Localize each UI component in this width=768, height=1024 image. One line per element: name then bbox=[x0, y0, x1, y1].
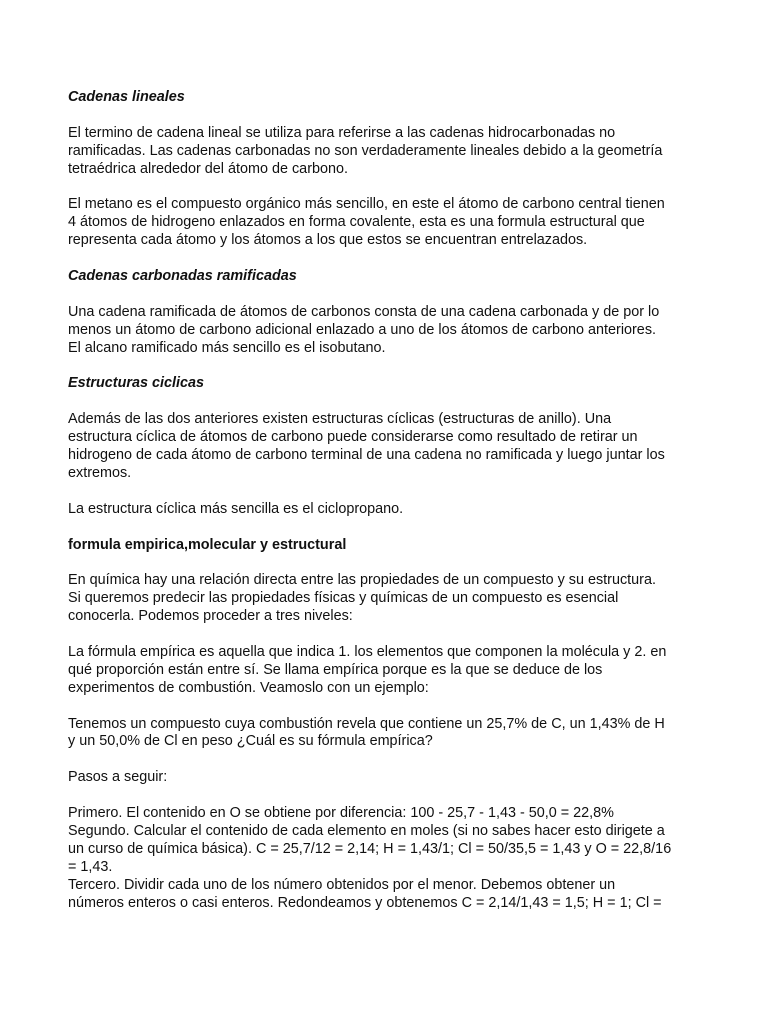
text-line: El metano es el compuesto orgánico más sencillo, en este el átomo de carbono central tienen bbox=[68, 196, 665, 213]
text-line: Además de las dos anteriores existen estructuras cíclicas (estructuras de anillo). Una bbox=[68, 411, 612, 428]
text-line: Tenemos un compuesto cuya combustión revela que contiene un 25,7% de C, un 1,43% de H bbox=[68, 715, 665, 732]
text-line: 4 átomos de hidrogeno enlazados en forma covalente, esta es una formula estructural que bbox=[68, 214, 645, 231]
text-line: Segundo. Calcular el contenido de cada elemento en moles (si no sabes hacer esto dirigete a bbox=[68, 822, 665, 839]
paragraph bbox=[68, 196, 708, 250]
text-line: La fórmula empírica es aquella que indica 1. los elementos que componen la molécula y 2. en bbox=[68, 643, 667, 660]
text-line: representa cada átomo y los átomos a los que estos se encuentran entrelazados. bbox=[68, 232, 588, 249]
text-line: Primero. El contenido en O se obtiene por diferencia: 100 - 25,7 - 1,43 - 50,0 = 22,8% bbox=[68, 805, 614, 822]
text-line: = 1,43. bbox=[68, 858, 113, 875]
text-line: Tercero. Dividir cada uno de los número obtenidos por el menor. Debemos obtener un bbox=[68, 876, 616, 893]
text-line: números enteros o casi enteros. Redondeamos y obtenemos C = 2,14/1,43 = 1,5; H = 1; Cl = bbox=[68, 894, 662, 911]
section-heading-formula-empirica: formula empirica,molecular y estructural bbox=[68, 536, 347, 553]
paragraph bbox=[68, 769, 708, 787]
text-line: hidrogeno de cada átomo de carbono terminal de una cadena no ramificada y luego juntar los bbox=[68, 447, 665, 464]
text-line: Si queremos predecir las propiedades físicas y químicas de un compuesto es esencial bbox=[68, 590, 619, 607]
paragraph bbox=[68, 805, 708, 912]
paragraph bbox=[68, 125, 708, 179]
paragraph bbox=[68, 501, 708, 519]
text-line: estructura cíclica de átomos de carbono puede considerarse como resultado de retirar un bbox=[68, 429, 638, 446]
text-line: En química hay una relación directa entre las propiedades de un compuesto y su estructura. bbox=[68, 572, 656, 589]
section-heading-cadenas-ramificadas: Cadenas carbonadas ramificadas bbox=[68, 268, 297, 285]
text-line: extremos. bbox=[68, 464, 132, 481]
text-line: El alcano ramificado más sencillo es el isobutano. bbox=[68, 339, 386, 356]
text-line: y un 50,0% de Cl en peso ¿Cuál es su fórmula empírica? bbox=[68, 733, 433, 750]
paragraph bbox=[68, 716, 708, 752]
text-line: La estructura cíclica más sencilla es el ciclopropano. bbox=[68, 500, 404, 517]
text-line: un curso de química básica). C = 25,7/12 = 2,14; H = 1,43/1; Cl = 50/35,5 = 1,43 y O = 22,8/16 bbox=[68, 840, 672, 857]
paragraph bbox=[68, 572, 708, 626]
section-heading-estructuras-ciclicas: Estructuras ciclicas bbox=[68, 375, 204, 392]
paragraph bbox=[68, 644, 708, 698]
text-line: experimentos de combustión. Veamoslo con un ejemplo: bbox=[68, 679, 429, 696]
text-line: El termino de cadena lineal se utiliza para referirse a las cadenas hidrocarbonadas no bbox=[68, 124, 616, 141]
text-line: ramificadas. Las cadenas carbonadas no son verdaderamente lineales debido a la geometría bbox=[68, 142, 663, 159]
paragraph bbox=[68, 304, 708, 358]
text-line: qué proporción están entre sí. Se llama empírica porque es la que se deduce de los bbox=[68, 661, 603, 678]
text-line: Pasos a seguir: bbox=[68, 769, 168, 786]
text-line: tetraédrica alrededor del átomo de carbono. bbox=[68, 160, 348, 177]
paragraph bbox=[68, 411, 708, 483]
text-line: conocerla. Podemos proceder a tres niveles: bbox=[68, 608, 353, 625]
section-heading-cadenas-lineales: Cadenas lineales bbox=[68, 89, 185, 105]
text-line: menos un átomo de carbono adicional enlazado a uno de los átomos de carbono anteriores. bbox=[68, 321, 657, 338]
text-line: Una cadena ramificada de átomos de carbonos consta de una cadena carbonada y de por lo bbox=[68, 303, 660, 320]
